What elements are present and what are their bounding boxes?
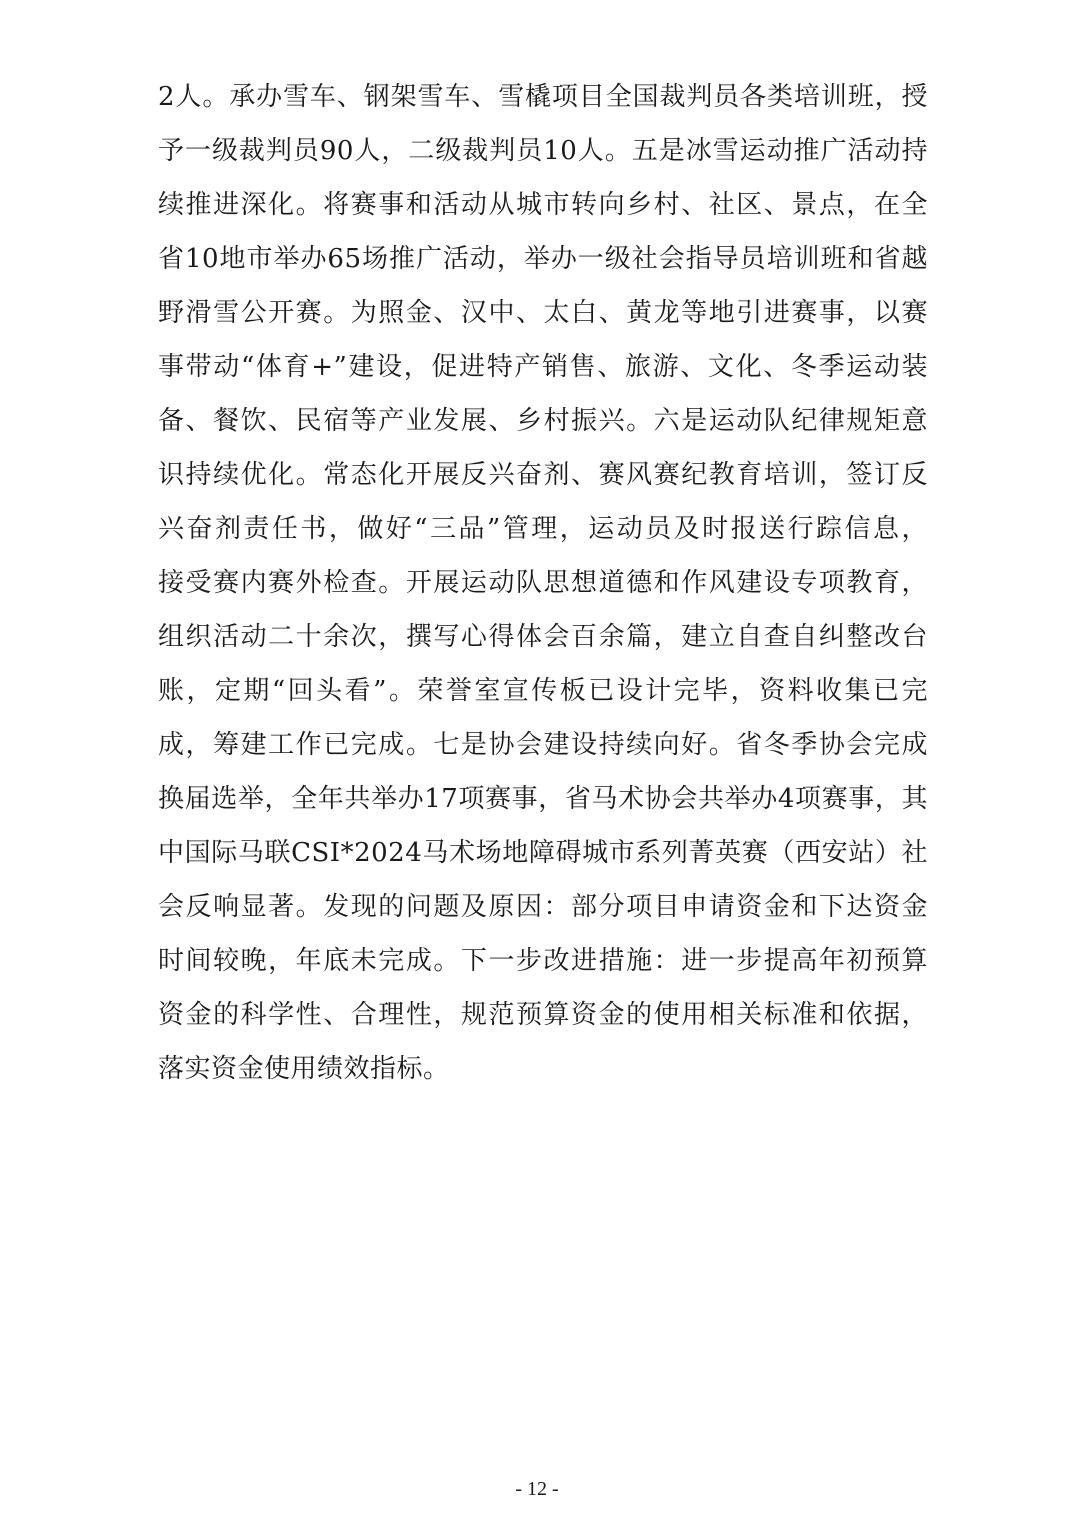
paragraph-line: 落实资金使用绩效指标。: [158, 1054, 450, 1084]
paragraph-line: 予一级裁判员90人，二级裁判员10人。五是冰雪运动推广活动持: [158, 136, 928, 166]
paragraph-line: 时间较晚，年底未完成。下一步改进措施：进一步提高年初预算: [158, 946, 928, 976]
paragraph-line: 成，筹建工作已完成。七是协会建设持续向好。省冬季协会完成: [158, 730, 928, 760]
paragraph-line: 识持续优化。常态化开展反兴奋剂、赛风赛纪教育培训，签订反: [158, 460, 928, 490]
paragraph-line: 账，定期“回头看”。荣誉室宣传板已设计完毕，资料收集已完: [158, 676, 928, 706]
page-number: - 12 -: [515, 1478, 559, 1500]
paragraph-line: 兴奋剂责任书，做好“三品”管理，运动员及时报送行踪信息，: [158, 514, 928, 544]
paragraph-line: 资金的科学性、合理性，规范预算资金的使用相关标准和依据，: [158, 1000, 928, 1030]
paragraph-line: 组织活动二十余次，撰写心得体会百余篇，建立自查自纠整改台: [158, 622, 928, 652]
paragraph-line: 野滑雪公开赛。为照金、汉中、太白、黄龙等地引进赛事，以赛: [158, 298, 928, 328]
paragraph-line: 省10地市举办65场推广活动，举办一级社会指导员培训班和省越: [158, 244, 928, 274]
paragraph-line: 事带动“体育+”建设，促进特产销售、旅游、文化、冬季运动装: [158, 352, 928, 382]
body-paragraph: [158, 70, 928, 1096]
paragraph-line: 续推进深化。将赛事和活动从城市转向乡村、社区、景点，在全: [158, 190, 928, 220]
paragraph-line: 中国际马联CSI*2024马术场地障碍城市系列菁英赛（西安站）社: [158, 838, 928, 868]
paragraph-line: 会反响显著。发现的问题及原因：部分项目申请资金和下达资金: [158, 892, 928, 922]
paragraph-line: 换届选举，全年共举办17项赛事，省马术协会共举办4项赛事，其: [158, 784, 928, 814]
paragraph-line: 备、餐饮、民宿等产业发展、乡村振兴。六是运动队纪律规矩意: [158, 406, 928, 436]
paragraph-line: 接受赛内赛外检查。开展运动队思想道德和作风建设专项教育，: [158, 568, 928, 598]
paragraph-line: 2人。承办雪车、钢架雪车、雪橇项目全国裁判员各类培训班，授: [158, 82, 928, 112]
